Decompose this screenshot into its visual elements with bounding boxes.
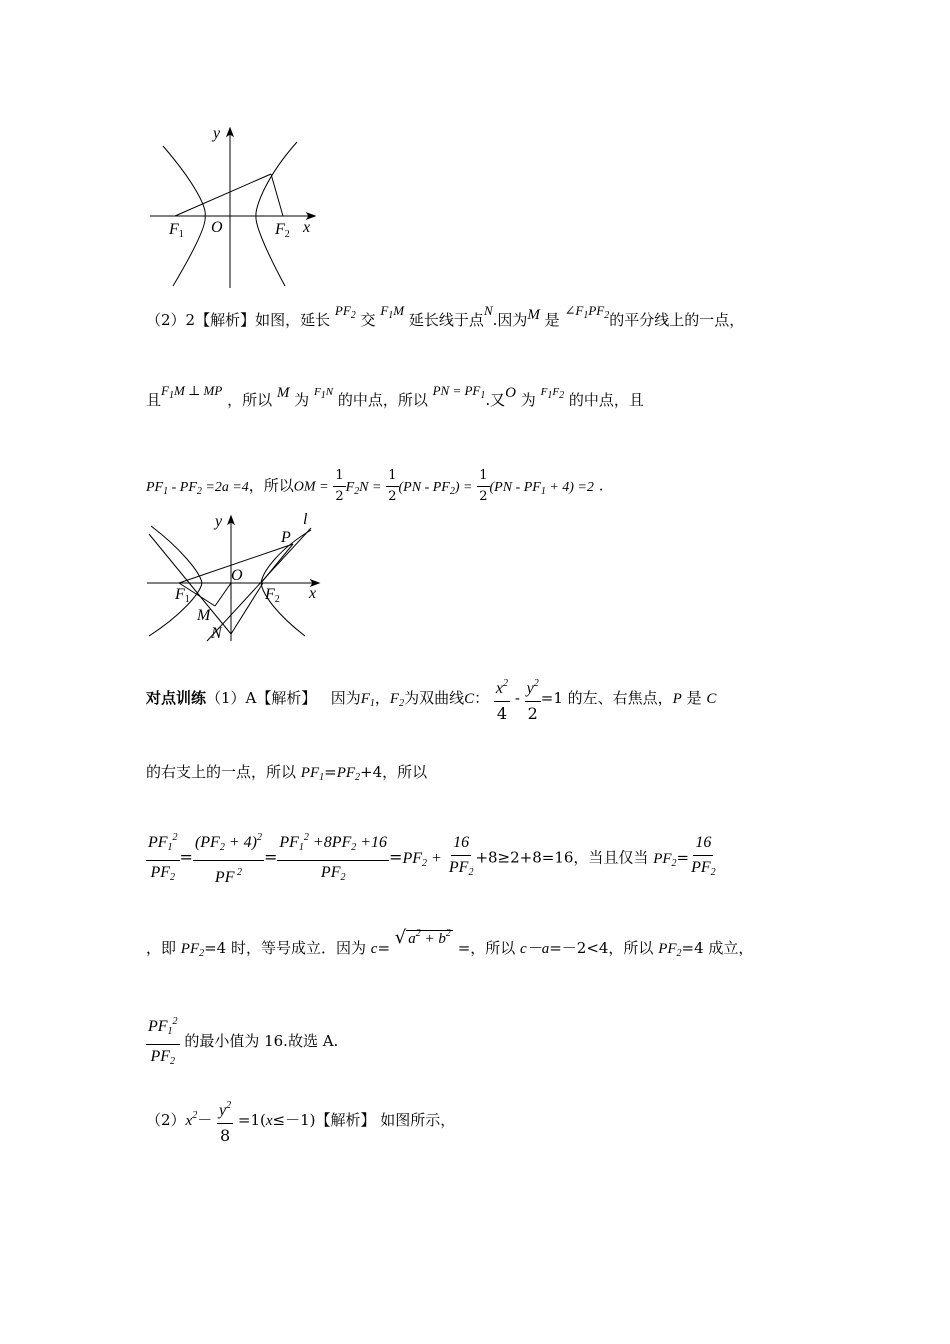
training-line1: 对点训练（1）A【解析】 因为$F_1$，$F_2$为双曲线C： $\frac{x^2}{4}$ - $\frac{y^2}{2}$ =1 的左、右焦点，P 是 C <box>146 672 716 726</box>
p2-line2: 且$F_1M$ ⊥ MP ，所以 M 为 $^{F1N}$ 的中点，所以 PN = $PF_1$.又O 为 $^{F1F2}$ 的中点，且 <box>146 383 644 409</box>
segment-o-m <box>215 583 231 606</box>
line-n-upper-left <box>149 534 231 634</box>
fig2-f2-label: F2 <box>265 586 280 605</box>
training-line4: ，即 $PF_2=4$ 时，等号成立．因为 c= √ $a^2 + b^2$ =，所以 c－a=－2<4，所以 $PF_2=4$ 成立， <box>146 934 753 964</box>
p2-line1: （2）2【解析】如图，延长 $PF_2$ 交 $F_1M$ 延长线于点N.因为M 是 $\angle F_1PF_2$的平分线上的一点， <box>146 303 745 329</box>
left-branch <box>149 526 202 636</box>
fig1-f2-label: F2 <box>275 221 290 240</box>
training-line5: $\frac{PF_1^2}{PF_2}$ 的最小值为 16.故选 A. <box>146 1010 338 1074</box>
fig2-y-label: y <box>215 513 223 530</box>
training-line2: 的右支上的一点，所以 $PF_1=PF_2+4$，所以 <box>146 763 428 783</box>
p2-line3: $PF_1 - PF_2 =2a =4$，所以OM = $\frac{1}{2}$ $F_2N$ = $\frac{1}{2}$ $(PN - PF_2)$ = $\frac{1}{2}$ $(PN - PF_1 + 4) =2$ . <box>146 468 604 504</box>
fig2-m-label: M <box>197 607 211 624</box>
fig1-f1-label: F1 <box>169 221 184 240</box>
fig2-p-label: P <box>281 529 291 546</box>
segment-p-f2 <box>271 174 283 216</box>
figure-hyperbola-2 <box>145 508 330 643</box>
fig1-x-label: x <box>303 219 311 236</box>
sqrt-expression: √ $a^2 + b^2$ <box>394 927 451 948</box>
fig1-origin-label: O <box>211 219 223 236</box>
fig1-y-label: y <box>213 125 221 142</box>
fig2-x-label: x <box>309 585 317 602</box>
fig2-origin-label: O <box>231 567 243 584</box>
right-branch <box>256 142 297 286</box>
figure-hyperbola-1 <box>145 118 325 290</box>
fig2-f1-label: F1 <box>175 586 190 605</box>
fig2-n-label: N <box>211 625 222 642</box>
segment-f2-n <box>231 583 263 634</box>
training-line6: $(2)x^2-$ $\frac{y^2}{8}$ =1(x≤－1)【解析】 如图所示， <box>146 1094 455 1148</box>
training-equation: $\frac{PF_1^2}{PF_2}$ = $\frac{(PF_2 + 4)^2}{PF ^2}$ = $\frac{PF_1^2 +8PF_2 +16}{PF_2}$ $=PF_2$ + $\frac{16}{PF_2}$ +8≥2+8=16，当且仅当 $PF_2=$ $\frac{16}{PF_2}$ <box>146 826 718 890</box>
fig2-l-label: l <box>303 511 308 528</box>
